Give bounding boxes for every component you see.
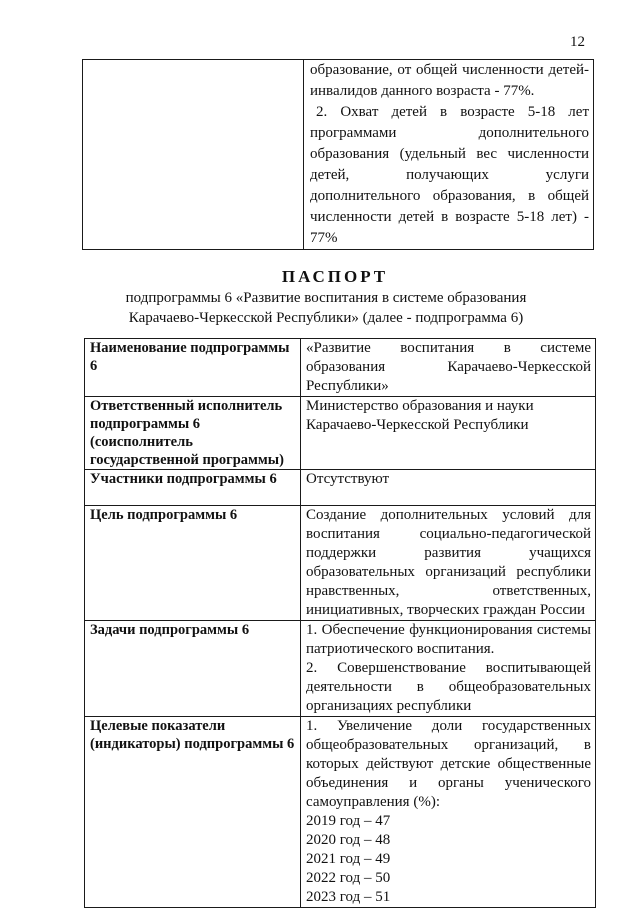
row-value: Министерство образования и науки Карачаево-Черкесской Республики <box>301 397 596 470</box>
row-value: «Развитие воспитания в системе образования Карачаево-Черкесской Республики» <box>301 339 596 397</box>
table-row <box>83 60 594 250</box>
passport-subtitle-line: подпрограммы 6 «Развитие воспитания в системе образования <box>125 290 527 306</box>
row-label: Ответственный исполнитель подпрограммы 6 (соисполнитель государственной программы) <box>85 397 301 470</box>
table-row <box>85 621 596 717</box>
indicator-paragraph: образование, от общей численности детей-инвалидов данного возраста - 77%. <box>310 62 589 99</box>
year-value: 2021 год – 49 <box>306 851 391 867</box>
indicator-cell <box>304 60 594 250</box>
empty-cell <box>83 60 304 250</box>
row-value: Создание дополнительных условий для воспитания социально-педагогической поддержки развития учащихся образовательных организаций республики нравственных, ответственных, инициативных, творческих граждан России <box>301 506 596 621</box>
year-value: 2022 год – 50 <box>306 870 391 886</box>
passport-table <box>84 338 596 908</box>
task-item: 2. Совершенствование воспитывающей деятельности в общеобразовательных организациях республики <box>306 660 591 714</box>
continuation-table <box>82 59 594 250</box>
row-value <box>301 717 596 908</box>
table-row <box>85 717 596 908</box>
indicator-paragraph: 2. Охват детей в возрасте 5-18 лет программами дополнительного образования (удельный вес численности детей, получающих услуги дополнительного образования, в общей численности детей в возрасте 5-18 лет) - 77% <box>310 104 589 246</box>
passport-subtitle-line: Карачаево-Черкесской Республики» (далее - подпрограмма 6) <box>128 310 524 326</box>
table-row <box>85 339 596 397</box>
year-value: 2020 год – 48 <box>306 832 391 848</box>
task-item: 1. Обеспечение функционирования системы патриотического воспитания. <box>306 622 591 657</box>
row-label: Задачи подпрограммы 6 <box>85 621 301 717</box>
page-number: 12 <box>570 34 585 50</box>
row-label: Цель подпрограммы 6 <box>85 506 301 621</box>
row-label: Участники подпрограммы 6 <box>85 470 301 506</box>
year-value: 2023 год – 51 <box>306 889 391 905</box>
table-row <box>85 397 596 470</box>
year-value: 2019 год – 47 <box>306 813 391 829</box>
indicator-intro: 1. Увеличение доли государственных общеобразовательных организаций, в которых действуют детские общественные объединения и органы ученического самоуправления (%): <box>306 718 591 810</box>
row-value: Отсутствуют <box>301 470 596 506</box>
row-value <box>301 621 596 717</box>
row-label: Целевые показатели (индикаторы) подпрограммы 6 <box>85 717 301 908</box>
table-row <box>85 470 596 506</box>
row-label: Наименование подпрограммы 6 <box>85 339 301 397</box>
table-row <box>85 506 596 621</box>
passport-heading <box>0 266 640 328</box>
passport-title: ПАСПОРТ <box>281 267 389 286</box>
